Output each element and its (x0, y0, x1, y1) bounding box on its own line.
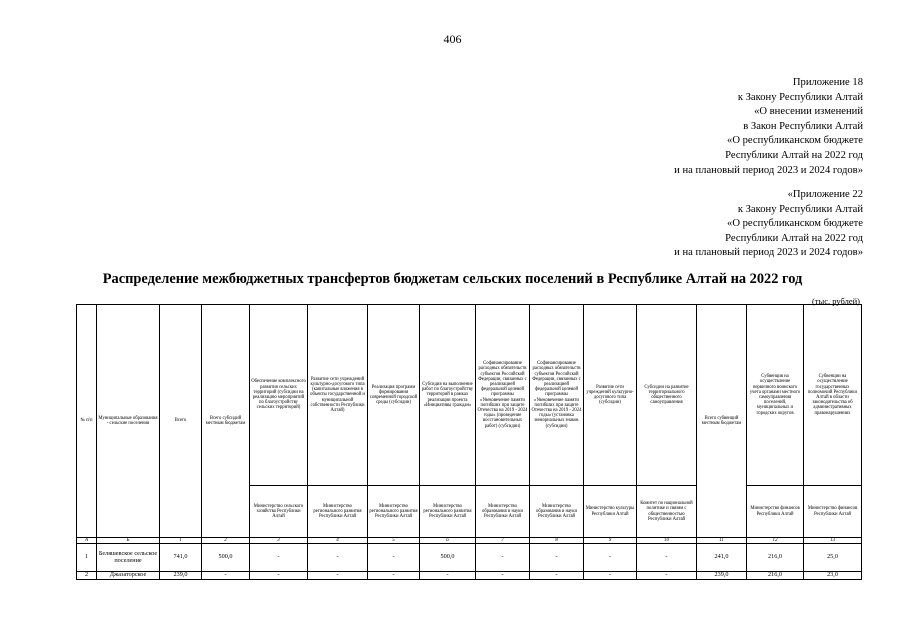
column-number: 3 (250, 538, 308, 544)
column-number: 13 (804, 538, 862, 544)
table-cell: 241,0 (697, 544, 747, 572)
column-number: Б (97, 538, 160, 544)
appendix-line: и на плановый период 2023 и 2024 годов» (674, 164, 863, 176)
appendix-line: Приложение 18 (792, 77, 863, 88)
header-cell: Развитие сети учреждений культурно-досугового типа (капитальные вложения в объекты государственной и муниципальной собственности Республики Алтай) (308, 305, 368, 486)
header-cell: Обеспечение комплексного развития сельских территорий (субсидии на реализацию мероприятий по благоустройству сельских территорий) (250, 305, 308, 486)
header-cell: Реализация программ формирования современной городской среды (субсидии) (368, 305, 420, 486)
appendix-line: «О республиканском бюджете (727, 218, 863, 230)
column-number: 9 (584, 538, 637, 544)
table-cell: - (530, 572, 584, 580)
units-note: (тыс. рублей) (811, 296, 860, 306)
header-cell: Софинансирование расходных обязательств субъектов Российской Федерации, связанных с реализацией федеральной целевой программы «Увековечение памяти погибших при защите Отечества на 2019 - 2024 годы» (проведение восстановительных работ) (субсидии) (476, 305, 530, 486)
table-row (77, 544, 862, 572)
administrator-cell: Министерство регионального развития Республики Алтай (308, 486, 368, 538)
administrator-cell: Министерство культуры Республики Алтай (584, 486, 637, 538)
table-row (77, 572, 862, 580)
administrator-cell: Министерство регионального развития Республики Алтай (368, 486, 420, 538)
administrator-cell: Министерство сельского хозяйства Республики Алтай (250, 486, 308, 538)
column-number: 2 (202, 538, 250, 544)
settlement-name: Беляшевское сельское поселение (97, 544, 160, 572)
header-cell: Муниципальные образования - сельские поселения (97, 305, 160, 538)
column-number: 1 (160, 538, 202, 544)
table-cell: - (584, 544, 637, 572)
appendix-line: к Закону Республики Алтай (737, 203, 863, 215)
administrator-cell: Министерство регионального развития Республики Алтай (420, 486, 476, 538)
table-cell: 23,0 (804, 572, 862, 580)
administrator-cell: Министерство образования и науки Республики Алтай (530, 486, 584, 538)
document-title: Распределение межбюджетных трансфертов бюджетам сельских поселений в Республике Алтай на 2022 год (102, 271, 803, 287)
column-number: 4 (308, 538, 368, 544)
table-cell: - (530, 544, 584, 572)
table-cell: 239,0 (160, 572, 202, 580)
column-number: 11 (697, 538, 747, 544)
appendix-line: «Приложение 22 (787, 189, 863, 200)
table-cell: 500,0 (420, 544, 476, 572)
table-cell: 216,0 (747, 572, 804, 580)
table-cell: 239,0 (697, 572, 747, 580)
table-cell: 25,0 (804, 544, 862, 572)
header-cell: № п/п (77, 305, 97, 538)
appendix-line: и на плановый период 2023 и 2024 годов» (674, 247, 863, 259)
appendix-line: к Закону Республики Алтай (737, 91, 863, 103)
appendix-line: «О республиканском бюджете (727, 135, 863, 147)
header-cell: Всего субвенций местным бюджетам (697, 305, 747, 538)
header-cell: Субсидия на выполнение работ по благоустройству территорий в рамках реализации проекта «Инициативы граждан» (420, 305, 476, 486)
row-number: 1 (77, 544, 97, 572)
administrator-cell: Министерство финансов Республики Алтай (747, 486, 804, 538)
settlement-name: Джазаторское (97, 572, 160, 580)
table-cell: - (202, 572, 250, 580)
column-number: 10 (637, 538, 697, 544)
table-cell: - (420, 572, 476, 580)
table-cell: - (368, 544, 420, 572)
column-number: 7 (476, 538, 530, 544)
header-cell: Всего субсидий местным бюджетам (202, 305, 250, 538)
appendix-line: в Закон Республики Алтай (743, 120, 863, 132)
column-number: 12 (747, 538, 804, 544)
appendix-line: «О внесении изменений (754, 106, 863, 118)
administrator-cell: Комитет по национальной политике и связям с общественностью Республики Алтай (637, 486, 697, 538)
header-cell: Субсидии на развитие территориального общественного самоуправления (637, 305, 697, 486)
appendix-current (674, 76, 863, 178)
header-cell: Софинансирование расходных обязательств субъектов Российской Федерации, связанных с реализацией федеральной целевой программы «Увековечение памяти погибших при защите Отечества на 2019 - 2024 годы» (установка мемориальных знаков (субсидии) (530, 305, 584, 486)
row-number: 2 (77, 572, 97, 580)
table-cell: - (476, 572, 530, 580)
column-number: 6 (420, 538, 476, 544)
appendix-line: Республики Алтай на 2022 год (725, 149, 863, 161)
header-row (77, 305, 862, 486)
column-number: 5 (368, 538, 420, 544)
header-cell: Всего (160, 305, 202, 538)
header-cell: Субвенции на осуществление государственных полномочий Республики Алтай в области законодательства об административных правонарушениях (804, 305, 862, 486)
table-cell: - (308, 544, 368, 572)
appendix-line: Республики Алтай на 2022 год (725, 232, 863, 244)
administrator-cell: Министерство финансов Республики Алтай (804, 486, 862, 538)
table-cell: - (637, 572, 697, 580)
table-cell: 216,0 (747, 544, 804, 572)
table-cell: - (250, 572, 308, 580)
transfers-table (76, 304, 862, 580)
header-cell: Субвенция на осуществление первичного воинского учета органами местного самоуправления поселений, муниципальных и городских округов (747, 305, 804, 486)
column-number: 8 (530, 538, 584, 544)
table-cell: - (250, 544, 308, 572)
page-number: 406 (443, 32, 462, 46)
table-cell: - (584, 572, 637, 580)
header-cell: Развитие сети учреждений культурно-досугового типа (субсидии) (584, 305, 637, 486)
table-cell: 741,0 (160, 544, 202, 572)
appendix-previous (674, 188, 863, 261)
table-cell: - (368, 572, 420, 580)
table-cell: 500,0 (202, 544, 250, 572)
table-cell: - (637, 544, 697, 572)
table-cell: - (476, 544, 530, 572)
column-number: А (77, 538, 97, 544)
table-cell: - (308, 572, 368, 580)
administrator-cell: Министерство образования и науки Республики Алтай (476, 486, 530, 538)
